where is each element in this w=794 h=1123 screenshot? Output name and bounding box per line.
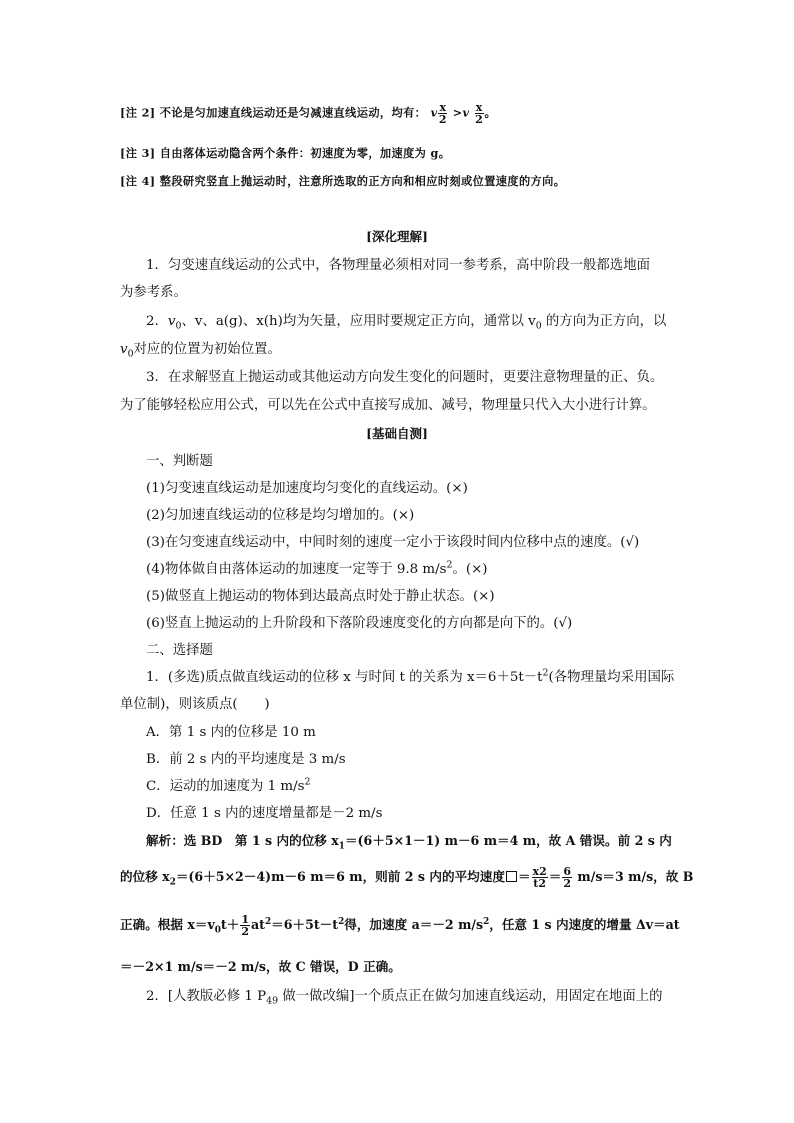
fraction <box>532 866 548 889</box>
superscript: 2 <box>542 667 549 679</box>
part1-heading: 一、判断题 <box>146 454 213 469</box>
fraction-numerator: 6 <box>563 865 572 878</box>
v0-symbol: v <box>120 342 128 357</box>
fraction <box>240 914 250 937</box>
part2-heading: 二、选择题 <box>146 643 213 658</box>
superscript: 2 <box>264 916 272 927</box>
fraction-denominator: 2 <box>563 877 572 890</box>
question-2-line1 <box>146 985 663 1007</box>
deep-p2-rest: 对应的位置为初始位置。 <box>133 342 281 357</box>
option-b: B．前 2 s 内的平均速度是 3 m/s <box>146 752 346 767</box>
superscript: 2 <box>304 776 311 788</box>
analysis-text: m/s＝3 m/s，故 B <box>573 869 694 884</box>
question-1-line1 <box>146 666 674 685</box>
question-2-text: 2．[人教版必修 1 P <box>146 989 267 1004</box>
subscript: 0 <box>535 320 542 332</box>
note-2-end: 。 <box>484 105 497 120</box>
option-d: D．任意 1 s 内的速度增量都是－2 m/s <box>146 806 383 821</box>
judge-item-4 <box>146 558 488 577</box>
fraction-denominator: 2 <box>241 925 249 938</box>
deep-p2-end: 的方向为正方向，以 <box>541 314 667 329</box>
analysis-text: t＋ <box>220 917 240 932</box>
superscript: 2 <box>338 916 345 927</box>
judge-item-5: (5)做竖直上抛运动的物体到达最高点时处于静止状态。(×) <box>146 589 495 604</box>
fraction <box>562 866 572 889</box>
deep-p2-line1 <box>146 310 666 332</box>
question-1-text-end: (各物理量均采用国际 <box>548 670 675 685</box>
fraction-denominator: 2 <box>438 113 447 126</box>
deep-p2-line2 <box>120 338 281 360</box>
option-c-text: C．运动的加速度为 1 m/s <box>146 779 305 794</box>
missing-glyph-box <box>506 871 517 882</box>
item-number: 2． <box>146 314 168 329</box>
equals-sign: ＝ <box>548 869 562 884</box>
subscript: 0 <box>214 925 221 936</box>
analysis-text: ＝6＋5t－t <box>271 917 339 932</box>
section-heading-basic: [基础自测] <box>366 426 428 441</box>
analysis-line4: ＝－2×1 m/s＝－2 m/s，故 C 错误，D 正确。 <box>120 959 401 974</box>
deep-p1-line1: 1．匀变速直线运动的公式中，各物理量必须相对同一参考系，高中阶段一般都选地面 <box>146 258 650 273</box>
option-a: A．第 1 s 内的位移是 10 m <box>146 725 316 740</box>
analysis-text: 得，加速度 a＝－2 m/s <box>344 917 484 932</box>
velocity-symbol: v <box>430 105 438 120</box>
subscript-fraction <box>438 102 447 125</box>
subscript-fraction <box>475 102 484 125</box>
fraction-denominator: 2 <box>475 113 484 126</box>
fraction-numerator: 1 <box>241 913 249 926</box>
fraction-numerator: x <box>439 101 447 114</box>
analysis-text: 解析：选 BD 第 1 s 内的位移 x <box>146 833 339 848</box>
question-2-text: 做一做改编]一个质点正在做匀加速直线运动，用固定在地面上的 <box>278 989 663 1004</box>
subscript: 2 <box>169 877 176 888</box>
note-2 <box>120 102 496 125</box>
fraction-numerator: x <box>475 101 483 114</box>
note-2-text: [注 2] 不论是匀加速直线运动还是匀减速直线运动，均有： <box>120 105 427 120</box>
superscript: 2 <box>446 559 453 571</box>
option-c <box>146 775 310 794</box>
analysis-text: 正确。根据 x＝v <box>120 917 215 932</box>
analysis-text: ，任意 1 s 内速度的增量 Δv＝at <box>489 917 680 932</box>
judge-item-6: (6)竖直上抛运动的上升阶段和下落阶段速度变化的方向都是向下的。(√) <box>146 616 573 631</box>
subscript: 0 <box>175 320 182 332</box>
subscript: 1 <box>338 841 345 852</box>
judge-item-4-end: 。(×) <box>452 562 488 577</box>
fraction-denominator: t2 <box>533 877 547 890</box>
deep-p1-line2: 为参考系。 <box>120 285 187 300</box>
inequality-text: >v <box>448 105 474 120</box>
question-1-text: 1．(多选)质点做直线运动的位移 x 与时间 t 的关系为 x＝6＋5t－t <box>146 670 543 685</box>
deep-p3-line1: 3．在求解竖直上抛运动或其他运动方向发生变化的问题时，更要注意物理量的正、负。 <box>146 370 664 385</box>
section-heading-deep: [深化理解] <box>366 229 428 244</box>
analysis-text: ＝(6＋5×1－1) m－6 m＝4 m，故 A 错误。前 2 s 内 <box>344 833 672 848</box>
note-4: [注 4] 整段研究竖直上抛运动时，注意所选取的正方向和相应时刻或位置速度的方向。 <box>120 174 566 188</box>
judge-item-2: (2)匀加速直线运动的位移是均匀增加的。(×) <box>146 508 415 523</box>
question-1-line2: 单位制)，则该质点( ) <box>120 697 270 712</box>
analysis-line1 <box>146 830 672 852</box>
analysis-line2 <box>120 866 693 889</box>
judge-item-1: (1)匀变速直线运动是加速度均匀变化的直线运动。(×) <box>146 481 468 496</box>
subscript: 49 <box>266 995 279 1007</box>
deep-p3-line2: 为了能够轻松应用公式，可以先在公式中直接写成加、减号，物理量只代入大小进行计算。 <box>120 398 656 413</box>
judge-item-3: (3)在匀变速直线运动中，中间时刻的速度一定小于该段时间内位移中点的速度。(√) <box>146 535 640 550</box>
superscript: 2 <box>483 916 490 927</box>
analysis-text: at <box>251 917 265 932</box>
analysis-text: 的位移 x <box>120 869 170 884</box>
analysis-line3 <box>120 914 680 937</box>
fraction-numerator: x2 <box>532 865 547 878</box>
equals-sign: ＝ <box>517 869 531 884</box>
judge-item-4-text: (4)物体做自由落体运动的加速度一定等于 9.8 m/s <box>146 562 447 577</box>
analysis-text: ＝(6＋5×2－4)m－6 m＝6 m，则前 2 s 内的平均速度 <box>175 869 505 884</box>
deep-p2-mid: 、v、a(g)、x(h)均为矢量，应用时要规定正方向，通常以 v <box>181 314 536 329</box>
subscript: 0 <box>127 348 134 360</box>
v0-symbol: v <box>167 314 176 329</box>
note-3: [注 3] 自由落体运动隐含两个条件：初速度为零，加速度为 g。 <box>120 146 451 160</box>
